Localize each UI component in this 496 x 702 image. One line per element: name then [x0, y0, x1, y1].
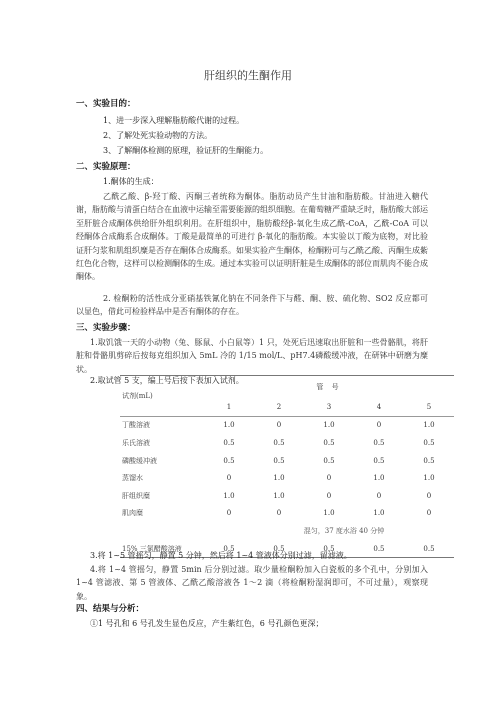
- table-cell: 1.0: [323, 509, 335, 518]
- table-cell: 0.5: [273, 544, 285, 553]
- table-cell: 0: [226, 474, 232, 483]
- table-col-header: 2: [276, 402, 282, 411]
- table-cell: 0: [376, 421, 382, 430]
- table-row: [120, 434, 454, 452]
- table-cell: 0: [276, 421, 282, 430]
- table-cell: 0: [326, 474, 332, 483]
- section-heading-principle: 二、实验原理：: [76, 162, 136, 172]
- table-cell: 0.5: [323, 438, 335, 447]
- table-cell: 1.0: [223, 491, 235, 500]
- table-cell: 0.5: [223, 544, 235, 553]
- table-row: [120, 469, 454, 487]
- table-row: [120, 416, 454, 434]
- table-cell: 1.0: [323, 421, 335, 430]
- table-col-header: 5: [426, 402, 432, 411]
- result-item-1: ①1 号孔和 6 号孔发生显色反应，产生紫红色，6 号孔颜色更深；: [90, 619, 324, 628]
- table-cell: 1.0: [373, 474, 385, 483]
- table-cell: 0.5: [223, 438, 235, 447]
- table-cell: 0: [426, 509, 432, 518]
- section-heading-purpose: 一、实验目的：: [76, 99, 136, 109]
- table-cell: 0.5: [423, 456, 435, 465]
- table-row-label: 乐氏溶液: [122, 438, 150, 447]
- table-cell: 0.5: [323, 544, 335, 553]
- table-cell: 0.5: [273, 438, 285, 447]
- table-cell: 1.0: [423, 421, 435, 430]
- purpose-item-3: 3、了解酮体检测的原理，验证肝的生酮能力。: [103, 146, 269, 155]
- table-cell: 1.0: [273, 491, 285, 500]
- table-cell: 0.5: [423, 438, 435, 447]
- table-cell: 0: [276, 509, 282, 518]
- table-row-label: 蒸馏水: [122, 474, 143, 483]
- table-row: [120, 452, 454, 470]
- table-cell: 0.5: [373, 456, 385, 465]
- table-cell: 0.5: [323, 456, 335, 465]
- step-1: 1.取饥饿一天的小动物（兔、豚鼠、小白鼠等）1 只，处死后迅速取出肝脏和一些骨骼肌，将肝脏和骨骼肌剪碎后按每克组织加入 5mL 冷的 1/15 mol/L、pH7.4磷酸缓冲液，在研钵中研磨为糜状。: [76, 338, 428, 374]
- table-col-header: 1: [226, 402, 232, 411]
- table-row-label: 丁酸溶液: [122, 421, 150, 430]
- table-cell: 1.0: [223, 421, 235, 430]
- principle-paragraph-2: 2. 检酮粉的活性成分亚硝基铁氰化钠在不同条件下与醛、酮、胺、硫化物、SO2 反应都可以显色，借此可检验样品中是否有酮体的存在。: [76, 294, 428, 317]
- section-heading-results: 四、结果与分析：: [76, 604, 145, 614]
- step-2: 2.取试管 5 支，编上号后按下表加入试剂。: [90, 376, 244, 385]
- table-cell: 0.5: [273, 456, 285, 465]
- table-col-header: 3: [326, 402, 332, 411]
- reagent-table: [120, 375, 454, 558]
- table-cell: 1.0: [373, 509, 385, 518]
- table-cell: 0.5: [373, 438, 385, 447]
- table-cell: 0.5: [373, 544, 385, 553]
- table-corner-label: 试剂(mL): [122, 391, 153, 400]
- table-header-row-1: [120, 376, 454, 399]
- table-row-label: 肝组织糜: [122, 491, 150, 500]
- purpose-item-2: 2、了解处死实验动物的方法。: [103, 131, 213, 140]
- step-4: 4.将 1~4 管摇匀，静置 5min 后分别过滤。取少量检酮粉加入白瓷板的多个孔中，分别加入 1~4 管滤液、第 5 管液体、乙酰乙酸溶液各 1～2 滴（将检酮粉湿润即可，不可过量），观察现象。: [76, 565, 428, 601]
- table-cell: 1.0: [273, 474, 285, 483]
- principle-paragraph-1: 乙酰乙酸、β-羟丁酸、丙酮三者统称为酮体。脂肪动员产生甘油和脂肪酸。甘油进入糖代谢，脂肪酸与清蛋白结合在血液中运输至需要能源的组织细胞。在葡萄糖严重缺乏时，脂肪酸大部运至肝脏合成酮体供给肝外组织利用。在肝组织中，脂肪酸经β-氧化生成乙酰-CoA，乙酰-CoA 可以经酮体合成酶系合成酮体。丁酸是最简单的可进行 β-氧化的脂肪酸。本实验以丁酸为底物，对比验证肝匀浆和肌组织糜是否存在酮体合成酶系。如果实验产生酮体，检酮粉可与乙酰乙酸、丙酮生成紫红色化合物，这样可以检测酮体的生成。通过本实验可以证明肝脏是生成酮体的部位而肌肉不能合成酮体。: [76, 192, 428, 282]
- principle-subheading-1: 1.酮体的生成：: [103, 177, 159, 186]
- table-row-label: 磷酸缓冲液: [122, 456, 157, 465]
- table-cell: 0.5: [423, 544, 435, 553]
- table-note-row: [120, 522, 454, 540]
- table-col-header: 4: [376, 402, 382, 411]
- table-cell: 0: [376, 491, 382, 500]
- table-cell: 0: [426, 491, 432, 500]
- table-cell: 0: [326, 491, 332, 500]
- section-heading-steps: 三、实验步骤：: [76, 323, 136, 333]
- table-cell: 0: [226, 509, 232, 518]
- purpose-item-1: 1、进一步深入理解脂肪酸代谢的过程。: [103, 116, 245, 125]
- document-title: 肝组织的生酮作用: [204, 69, 292, 82]
- table-row: [120, 487, 454, 505]
- table-group-header: 管 号: [316, 383, 342, 391]
- table-row: [120, 505, 454, 523]
- table-row-label: 15% 三氯醋酸溶液: [122, 544, 182, 553]
- table-note: 混匀，37 度水浴 40 分钟: [303, 526, 385, 535]
- table-row-label: 肌肉糜: [122, 509, 143, 518]
- table-cell: 0.5: [223, 456, 235, 465]
- table-cell: 1.0: [423, 474, 435, 483]
- reagent-table-grid: [120, 375, 454, 558]
- step-3: 3.将 1~5 管摇匀，静置 5 分钟，然后将 1~4 管液体分别过滤，留滤液。: [90, 551, 352, 560]
